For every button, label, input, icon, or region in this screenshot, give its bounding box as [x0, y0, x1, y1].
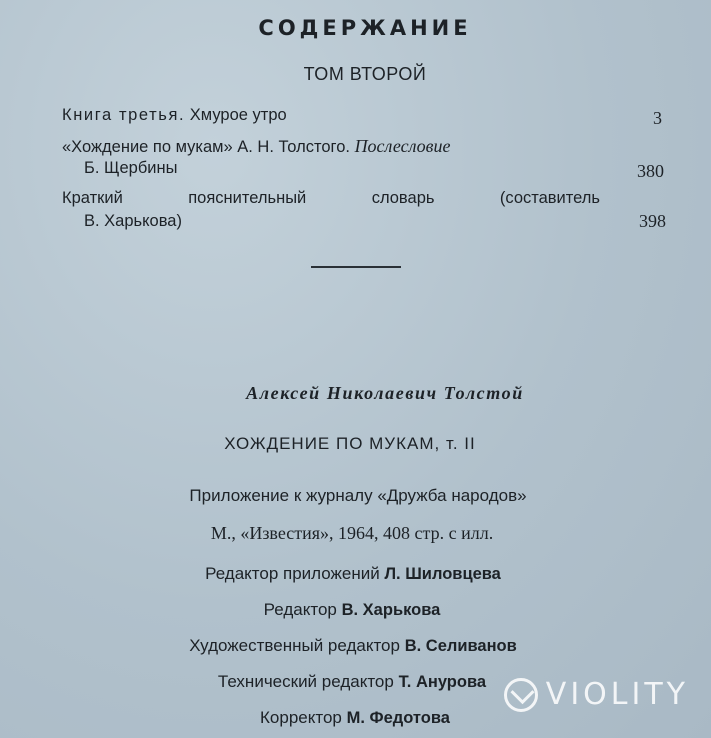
toc-entry-2 — [62, 136, 450, 157]
publisher-line: М., «Известия», 1964, 408 стр. с илл. — [210, 523, 494, 543]
toc-entry-1-title: Хмурое утро — [189, 106, 287, 124]
credit-2-role: Редактор — [263, 600, 337, 619]
credit-3-role: Художественный редактор — [189, 636, 400, 655]
credit-3-name: В. Селиванов — [404, 637, 517, 655]
toc-entry-3: Краткий пояснительный словарь (составитель — [62, 189, 600, 207]
author-name: Алексей Николаевич Толстой — [246, 383, 524, 403]
volume-subtitle: ТОМ ВТОРОЙ — [303, 64, 427, 84]
toc-entry-1 — [62, 106, 287, 125]
credit-5-role: Корректор — [260, 708, 342, 727]
credit-line-1 — [0, 564, 706, 584]
toc-entry-1-book: Книга третья. — [62, 106, 186, 124]
credit-1-name: Л. Шиловцева — [384, 565, 501, 583]
page-title: СОДЕРЖАНИЕ — [258, 16, 472, 40]
credit-5-name: М. Федотова — [346, 709, 450, 727]
credit-line-2 — [0, 600, 704, 620]
toc-entry-3-page: 398 — [639, 211, 666, 231]
credit-4-name: Т. Анурова — [398, 673, 487, 691]
watermark-logo — [504, 677, 689, 712]
credit-4-role: Технический редактор — [217, 672, 394, 691]
toc-entry-2-line2: Б. Щербины — [84, 159, 178, 177]
toc-entry-2-title: «Хождение по мукам» А. Н. Толстого. — [62, 138, 350, 156]
supplement-text: Приложение к журналу «Дружба народов» — [189, 486, 527, 505]
section-divider — [311, 266, 401, 268]
toc-entry-2-afterword: Послесловие — [354, 136, 451, 156]
watermark-text: VIOLITY — [545, 677, 689, 712]
book-title: ХОЖДЕНИЕ ПО МУКАМ, т. II — [224, 434, 476, 453]
toc-entry-2-page: 380 — [637, 161, 664, 181]
credit-1-role: Редактор приложений — [205, 564, 380, 583]
violity-logo-icon — [504, 678, 538, 712]
toc-entry-3-line2: В. Харькова) — [84, 212, 182, 230]
toc-entry-1-page: 3 — [653, 108, 662, 128]
supplement-line — [0, 486, 711, 506]
credit-2-name: В. Харькова — [341, 601, 441, 619]
credit-line-3 — [0, 636, 706, 656]
